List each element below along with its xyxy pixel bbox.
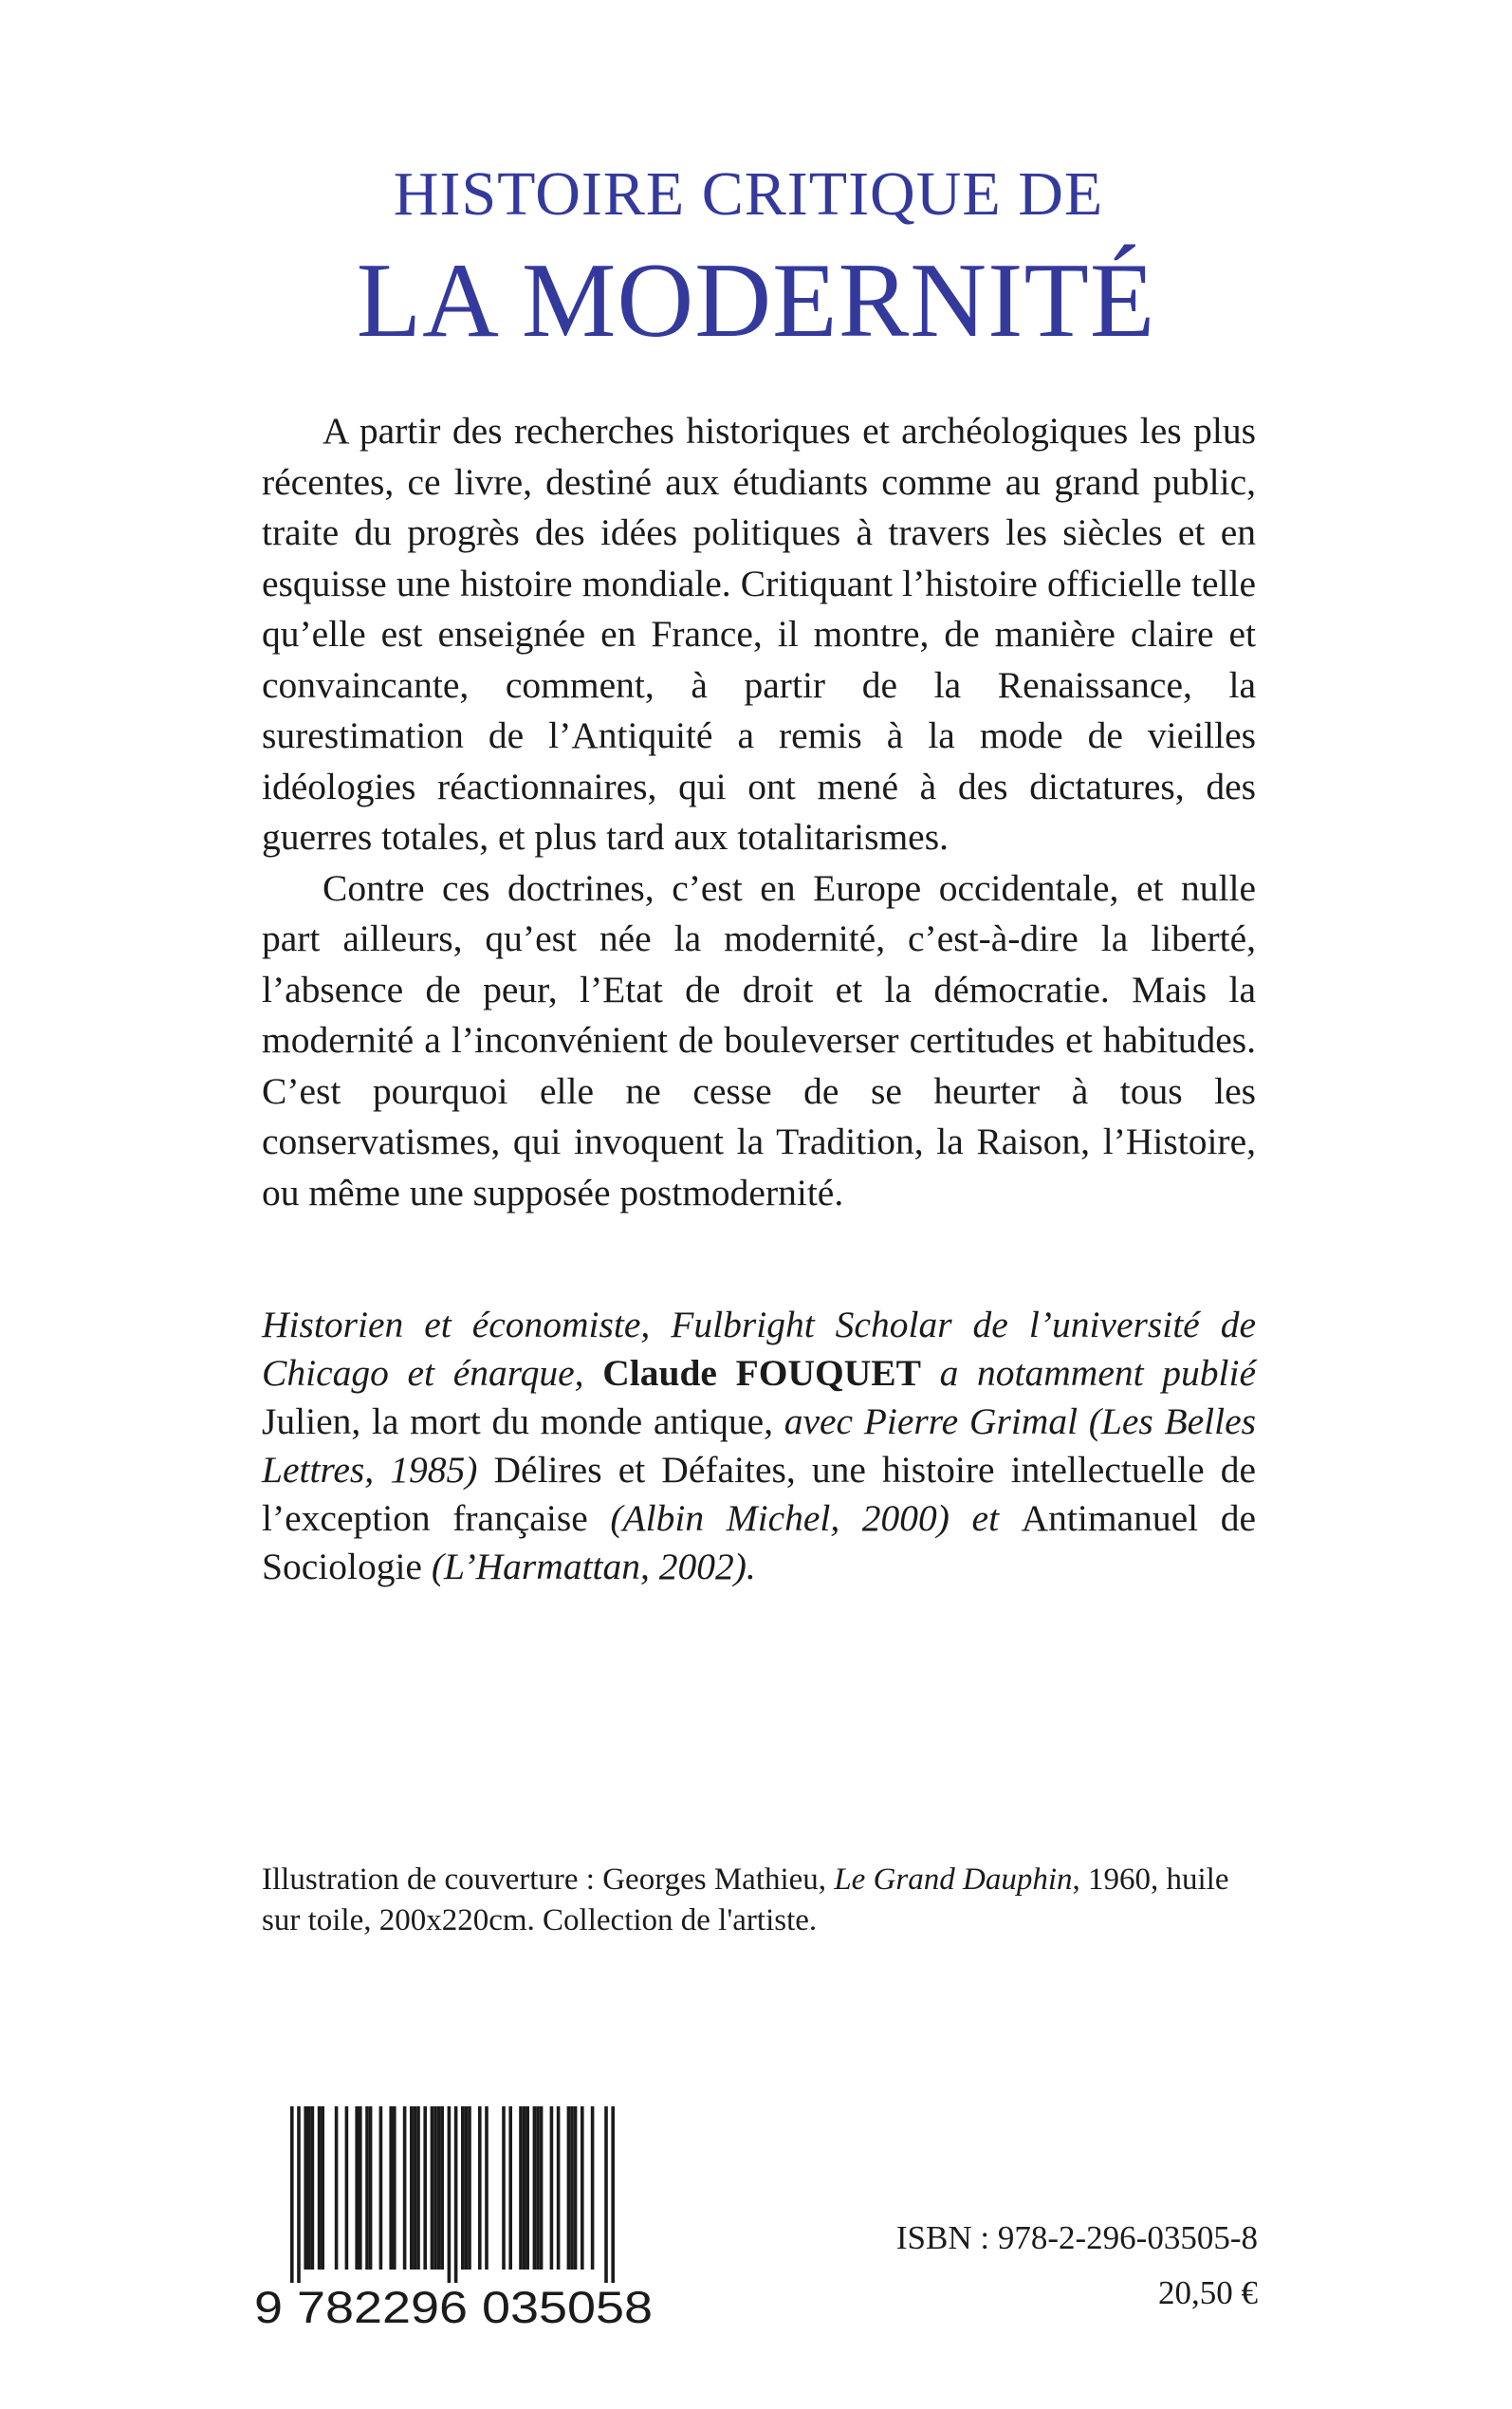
barcode-bar [393, 2106, 396, 2270]
title-line-2: LA MODERNITÉ [356, 242, 1156, 360]
barcode-bar [403, 2106, 407, 2270]
summary-paragraph-1: A partir des recherches historiques et archéologiques les plus récentes, ce livre, destiné aux étudiants comme au grand public, traite du progrès des idées politiques à travers les siècles et en esquisse une histoire mondiale. Critiquant l’histoire officielle telle qu’elle est enseignée en France, il montre, de manière claire et convaincante, comment, à partir de la Renaissance, la surestimation de l’Antiquité a remis à la mode de vieilles idéologies réactionnaires, qui ont mené à des dictatures, des guerres totales, et plus tard aux totalitarismes. [262, 410, 1256, 858]
cover-illustration-credit [262, 1860, 1256, 1941]
barcode-bar [519, 2106, 523, 2270]
barcode-bar [540, 2106, 544, 2270]
barcode-bar [536, 2106, 540, 2270]
barcode-bar [290, 2106, 294, 2283]
barcode-bar [304, 2106, 307, 2270]
barcode-bar [523, 2106, 526, 2270]
barcode-bar [570, 2106, 574, 2270]
author-name: Claude FOUQUET [602, 1352, 921, 1394]
book1-title: Julien, la mort du monde antique [262, 1400, 765, 1442]
barcode-bar [440, 2106, 444, 2270]
barcode-bar [410, 2106, 414, 2270]
title-line-1: HISTOIRE CRITIQUE DE [393, 159, 1104, 229]
barcode-bar [611, 2106, 615, 2283]
barcode-bar [307, 2106, 311, 2270]
barcode-bar [321, 2106, 324, 2270]
book2-details: (Albin Michel, 2000) et [587, 1497, 1022, 1539]
barcode-bar [465, 2106, 469, 2270]
barcode-bar [379, 2106, 383, 2270]
book1-details: , avec Pierre Grimal (Les Belles Lettres, 1985) [262, 1400, 1256, 1491]
credit-prefix: Illustration de couverture : Georges Mathieu, [262, 1862, 835, 1897]
barcode [252, 2106, 655, 2328]
book3-details: (L’Harmattan, 2002). [421, 1546, 756, 1587]
barcode-digits: 9 782296 035058 [254, 2282, 653, 2328]
barcode-bar [355, 2106, 359, 2270]
barcode-bar [414, 2106, 417, 2270]
barcode-bar [461, 2106, 465, 2270]
barcode-bar [359, 2106, 362, 2270]
barcode-bar [567, 2106, 571, 2270]
barcode-bar [431, 2106, 434, 2270]
bio-published-intro: a notamment publié [920, 1352, 1256, 1394]
barcode-bar [604, 2106, 608, 2283]
barcode-bar [508, 2106, 512, 2270]
barcode-bar [550, 2106, 554, 2270]
barcode-bar [423, 2106, 427, 2270]
barcode-bar [533, 2106, 537, 2270]
barcode-bar [557, 2106, 561, 2270]
barcode-bar [581, 2106, 584, 2270]
author-bio [262, 1301, 1256, 1591]
bio-intro: Historien et économiste, Fulbright Scholar de l’université de Chicago et énarque, [262, 1304, 1256, 1394]
artwork-title: Le Grand Dauphin [834, 1862, 1073, 1897]
book-summary [262, 406, 1256, 1218]
book3-title: Antimanuel de Sociologie [262, 1497, 1256, 1587]
barcode-bar [311, 2106, 315, 2270]
barcode-bar [345, 2106, 349, 2270]
barcode-bar [454, 2106, 458, 2283]
isbn-number: ISBN : 978-2-296-03505-8 [895, 2219, 1258, 2256]
barcode-bar [468, 2106, 471, 2270]
book-title [0, 157, 1512, 358]
barcode-bar [416, 2106, 420, 2270]
credit-suffix: , 1960, huile sur toile, 200x220cm. Collection de l'artiste. [262, 1862, 1229, 1937]
barcode-bar [437, 2106, 441, 2270]
barcode-bar [448, 2106, 452, 2283]
barcode-bar [478, 2106, 482, 2270]
barcode-bar [318, 2106, 322, 2270]
barcode-bar [591, 2106, 595, 2270]
barcode-bar [526, 2106, 529, 2270]
barcode-bar [335, 2106, 339, 2270]
barcode-bar [389, 2106, 393, 2270]
barcode-bar [574, 2106, 578, 2270]
barcode-bar [365, 2106, 369, 2270]
book2-title: Délires et Défaites, une histoire intellectuelle de l’exception française [262, 1449, 1256, 1539]
barcode-bar [369, 2106, 373, 2270]
book-price: 20,50 € [1158, 2274, 1258, 2311]
barcode-bars [290, 2106, 615, 2283]
summary-paragraph-2: Contre ces doctrines, c’est en Europe occidentale, et nulle part ailleurs, qu’est née la modernité, c’est-à-dire la liberté, l’absence de peur, l’Etat de droit et la démocratie. Mais la modernité a l’inconvénient de bouleverser certitudes et habitudes. C’est pourquoi elle ne cesse de se heurter à tous les conservatismes, qui invoquent la Tradition, la Raison, l’Histoire, ou même une supposée postmodernité. [262, 866, 1256, 1214]
barcode-bar [502, 2106, 506, 2270]
barcode-bar [297, 2106, 301, 2283]
barcode-bar [485, 2106, 489, 2270]
barcode-bar [433, 2106, 437, 2270]
